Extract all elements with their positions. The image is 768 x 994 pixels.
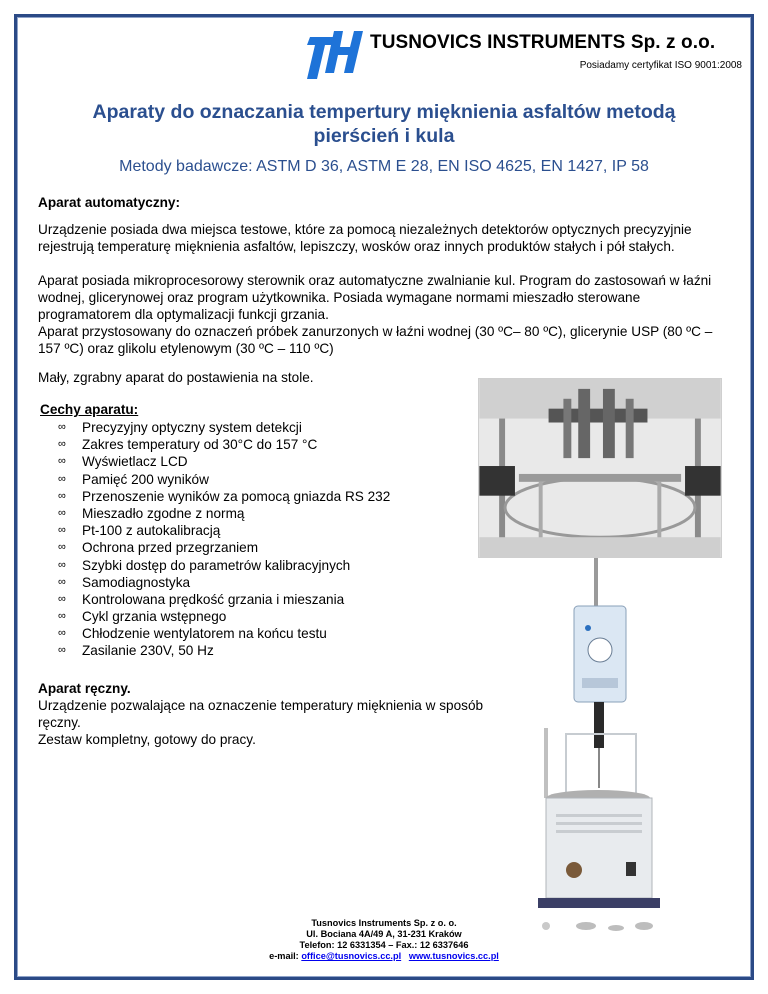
list-item: ∞ Cykl grzania wstępnego [58,609,227,625]
bullet-icon: ∞ [58,592,66,605]
automatic-summary: Mały, zgrabny aparat do postawienia na stole. [38,370,314,385]
manual-heading: Aparat ręczny. [38,681,131,696]
automatic-apparatus-photo [478,378,722,558]
list-item: ∞ Zakres temperatury od 30°C do 157 °C [58,437,318,453]
bullet-icon: ∞ [58,438,66,451]
list-item: ∞ Ochrona przed przegrzaniem [58,540,259,556]
email-link[interactable]: office@tusnovics.cc.pl [301,951,402,961]
page-title [40,100,728,148]
bullet-icon: ∞ [58,627,66,640]
automatic-heading: Aparat automatyczny: [38,195,181,210]
list-item: ∞ Kontrolowana prędkość grzania i mieszania [58,591,345,607]
page-title-line1: Aparaty do oznaczania tempertury mięknienia asfaltów metodą [92,101,676,123]
automatic-paragraph-1: Urządzenie posiada dwa miejsca testowe, które za pomocą niezależnych detektorów optycznych precyzyjnie rejestrują temperaturę mięknienia asfaltów, lepiszczy, wosków oraz innych produktów stałych i pół stałych. [38,222,692,255]
list-item: ∞ Wyświetlacz LCD [58,454,188,470]
test-methods: Metody badawcze: ASTM D 36, ASTM E 28, EN ISO 4625, EN 1427, IP 58 [119,158,649,175]
footer-company: Tusnovics Instruments Sp. z o. o. [311,918,457,928]
list-item: ∞ Pamięć 200 wyników [58,471,209,487]
footer-phone: Telefon: 12 6331354 – Fax.: 12 6337646 [299,940,469,950]
page-title-line2: pierścień i kula [313,125,455,147]
certificate-note: Posiadamy certyfikat ISO 9001:2008 [579,60,742,71]
footer-address: Ul. Bociana 4A/49 A, 31-231 Kraków [306,929,462,939]
automatic-paragraph-2: Aparat posiada mikroprocesorowy sterownik oraz automatyczne zwalnianie kul. Program do zastosowań w łaźni wodnej, glicerynowej oraz program użytkownika. Posiada wymagane normami mieszadło sterowane programatorem dla optymalizacji funkcji grzania. [38,273,712,323]
manual-apparatus-photo [526,558,726,938]
website-link[interactable]: www.tusnovics.cc.pl [408,951,499,961]
bullet-icon: ∞ [58,489,66,502]
company-logo [302,27,364,81]
list-item: ∞ Samodiagnostyka [58,574,191,590]
list-item: ∞ Przenoszenie wyników za pomocą gniazda RS 232 [58,488,391,504]
bullet-icon: ∞ [58,644,66,657]
bullet-icon: ∞ [58,506,66,519]
manual-paragraph-2: Zestaw kompletny, gotowy do pracy. [38,732,256,747]
footer-email-label: e-mail: [269,951,299,961]
automatic-paragraph-3: Aparat przystosowany do oznaczeń próbek zanurzonych w łaźni wodnej (30 ºC– 80 ºC), glicerynie USP (80 ºC – 157 ºC) oraz glikolu etylenowym (30 ºC – 110 ºC) [38,324,713,357]
footer [150,918,618,962]
bullet-icon: ∞ [58,455,66,468]
list-item: ∞ Zasilanie 230V, 50 Hz [58,643,214,659]
bullet-icon: ∞ [58,610,66,623]
list-item: ∞ Szybki dostęp do parametrów kalibracyjnych [58,557,351,573]
list-item: ∞ Chłodzenie wentylatorem na końcu testu [58,626,327,642]
list-item: ∞ Mieszadło zgodne z normą [58,505,245,521]
bullet-icon: ∞ [58,558,66,571]
features-heading: Cechy aparatu: [40,402,139,417]
bullet-icon: ∞ [58,421,66,433]
list-item: ∞ Precyzyjny optyczny system detekcji [58,420,302,435]
list-item: ∞ Pt-100 z autokalibracją [58,523,221,539]
bullet-icon: ∞ [58,575,66,588]
bullet-icon: ∞ [58,472,66,485]
manual-paragraph-1: Urządzenie pozwalające na oznaczenie temperatury mięknienia w sposób ręczny. [38,698,484,731]
features-list [58,419,390,660]
bullet-icon: ∞ [58,524,66,537]
footer-contact [150,951,618,962]
company-name: TUSNOVICS INSTRUMENTS Sp. z o.o. [370,32,716,53]
bullet-icon: ∞ [58,541,66,554]
